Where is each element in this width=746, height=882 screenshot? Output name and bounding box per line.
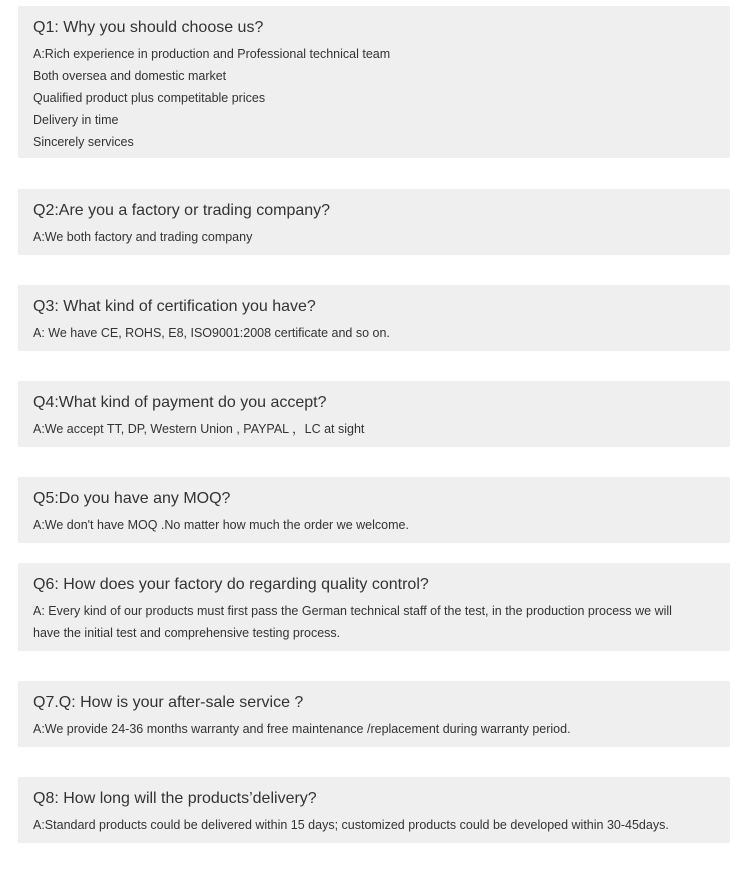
faq-answer-line: A: Every kind of our products must first pass the German technical staff of the test, in the production process we will: [33, 604, 672, 618]
faq-answer-line: Sincerely services: [33, 135, 134, 149]
faq-question: Q1: Why you should choose us?: [33, 19, 264, 36]
faq-item-q2: [18, 189, 730, 255]
faq-item-q3: [18, 285, 730, 351]
faq-item-q1: [18, 6, 730, 158]
faq-question: Q8: How long will the products’delivery?: [33, 790, 317, 807]
faq-question: Q3: What kind of certification you have?: [33, 298, 316, 315]
faq-item-q4: [18, 381, 730, 447]
faq-answer-line: A:We don't have MOQ .No matter how much the order we welcome.: [33, 518, 409, 532]
faq-answer-line: have the initial test and comprehensive testing process.: [33, 626, 341, 640]
faq-answer-line: Qualified product plus competitable prices: [33, 91, 266, 105]
faq-answer-line: A:Standard products could be delivered within 15 days; customized products could be developed within 30-45days.: [33, 818, 669, 832]
faq-item-q8: [18, 777, 730, 843]
faq-answer-line: A:Rich experience in production and Professional technical team: [33, 47, 391, 61]
faq-question: Q4:What kind of payment do you accept?: [33, 394, 327, 411]
faq-item-q7: [18, 681, 730, 747]
faq-answer-line: Delivery in time: [33, 113, 119, 127]
faq-question: Q7.Q: How is your after-sale service ?: [33, 694, 304, 711]
faq-answer-line: A:We accept TT, DP, Western Union , PAYPAL ，LC at sight: [33, 422, 365, 436]
faq-question: Q6: How does your factory do regarding quality control?: [33, 576, 429, 593]
faq-answer-line: A:We both factory and trading company: [33, 230, 253, 244]
faq-answer-line: A:We provide 24-36 months warranty and free maintenance /replacement during warranty period.: [33, 722, 571, 736]
faq-item-q6: [18, 563, 730, 651]
faq-question: Q2:Are you a factory or trading company?: [33, 202, 331, 219]
faq-item-q5: [18, 477, 730, 543]
faq-answer-line: A: We have CE, ROHS, E8, ISO9001:2008 certificate and so on.: [33, 326, 390, 340]
faq-answer-line: Both oversea and domestic market: [33, 69, 227, 83]
faq-question: Q5:Do you have any MOQ?: [33, 490, 231, 507]
